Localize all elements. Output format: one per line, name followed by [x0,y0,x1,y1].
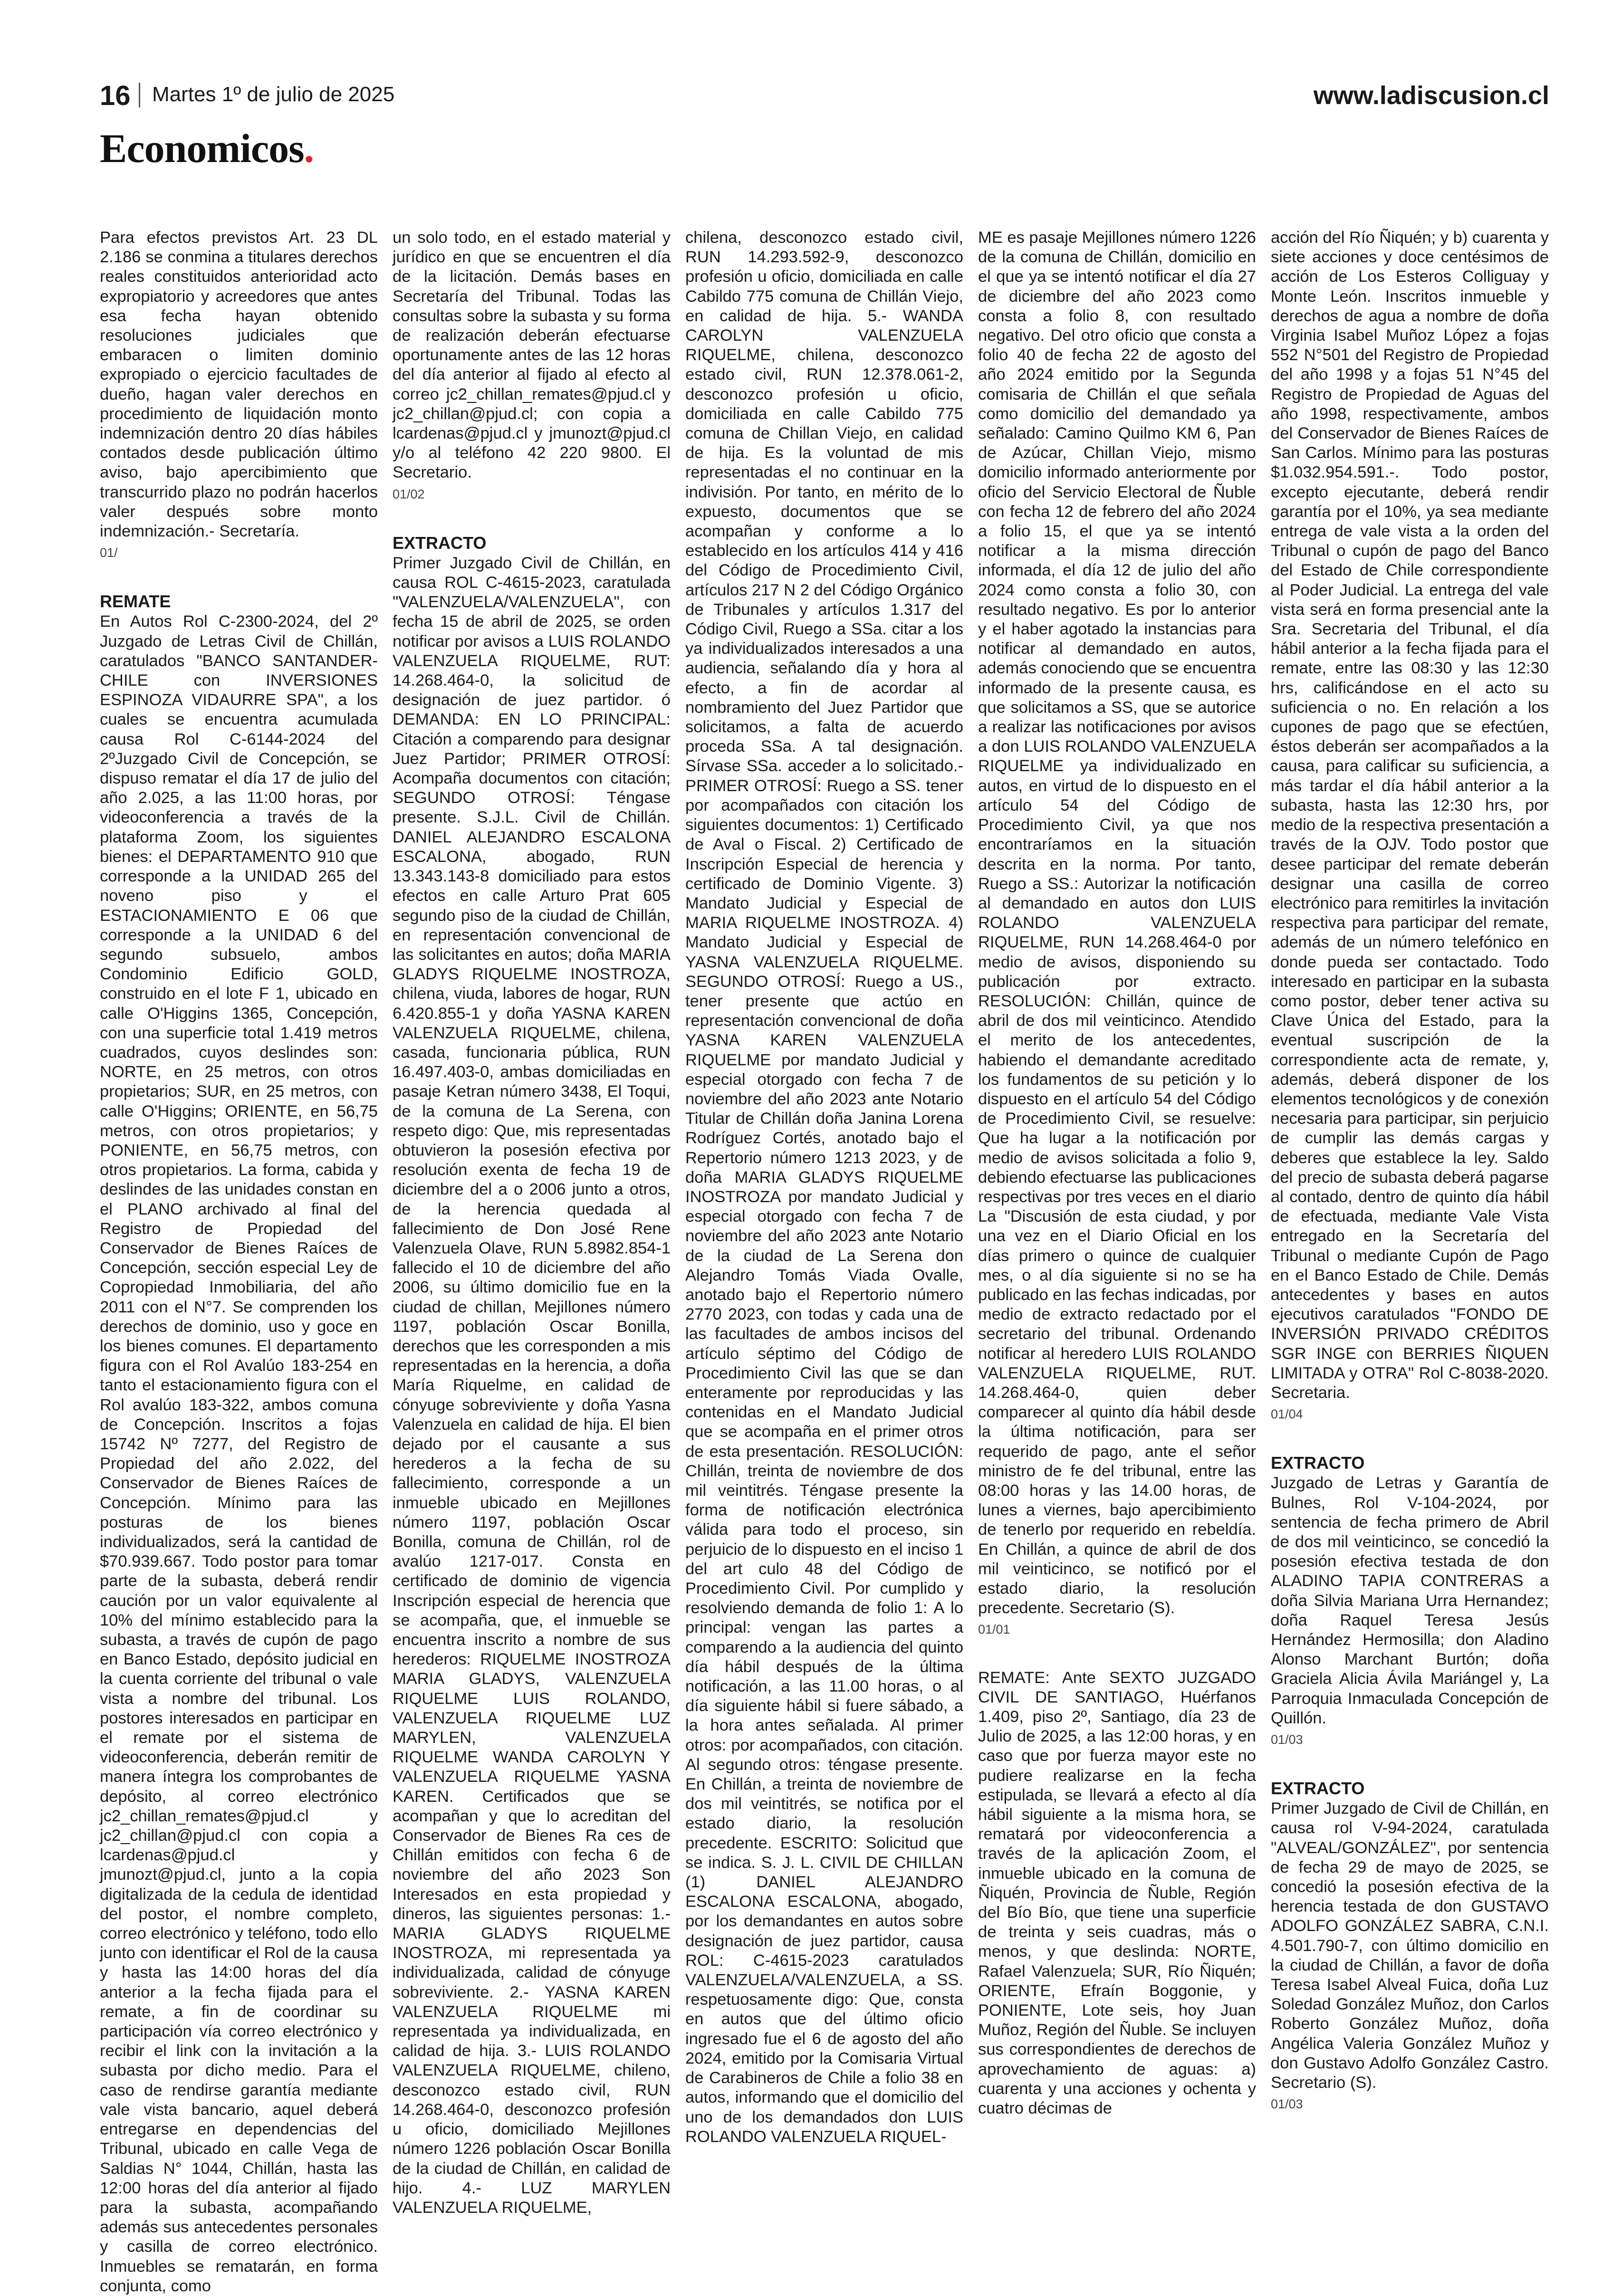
notice-remate-continued: acción del Río Ñiquén; y b) cuarenta y siete acciones y doce centésimos de acción de Los Esteros Colliguay y Monte León. Inscritos inmueble y derechos de agua a nombre de doña Virginia Isabel Muñoz López a fojas 552 N°501 del Registro de Propiedad del año 1998 y a fojas 51 N°45 del Registro de Propiedad de Aguas del año 1998, respectivamente, ambos del Conservador de Bienes Raíces de San Carlos. Mínimo para las posturas $1.032.954.591.-. Todo postor, excepto ejecutante, deberá rendir garantía por el 10%, ya sea mediante entrega de vale vista a la orden del Tribunal o cupón de pago del Banco del Estado de Chile correspondiente al Poder Judicial. La entrega del vale vista será en forma presencial ante la Sra. Secretaria del Tribunal, el día hábil anterior a la fecha fijada para el remate, entre las 08:30 y las 12:30 hrs, calificándose en el acto su suficiencia o no. En relación a los cupones de pago que se efectúen, éstos deberán ser acompañados a la causa, para calificar su suficiencia, a más tardar el día hábil anterior a la subasta, hasta las 12:30 hrs, por medio de la respectiva presentación a través de la OJV. Todo postor que desee participar del remate deberán designar una casilla de correo electrónico para remitirles la invitación respectiva para participar del remate, además de un número telefónico en donde pueda ser contactado. Todo interesado en participar en la subasta como postor, deber tener activa su Clave Única del Estado, para la eventual suscripción de la correspondiente acta de remate, y, además, deberá disponer de los elementos tecnológicos y de conexión necesaria para participar, sin perjuicio de cumplir las demás cargas y deberes que establece la ley. Saldo del precio de subasta deberá pagarse al contado, dentro de quinto día hábil de efectuada, mediante Vale Vista entregado en la Secretaría del Tribunal o mediante Cupón de Pago en el Banco Estado de Chile. Demás antecedentes y bases en autos ejecutivos caratulados "FONDO DE INVERSIÓN PRIVADO CRÉDITOS SGR INGE con BERRIES ÑIQUEN LIMITADA y OTRA" Rol C-8038-2020. Secretaria. [1271,229,1549,1402]
notice-expropiacion: Para efectos previstos Art. 23 DL 2.186 se conmina a titulares derechos reales constituidos anterioridad acto expropiatorio y acreedores que antes esa fecha hayan obtenido resoluciones judiciales que embaracen o limiten dominio expropiado o ejercicio facultades de dueño, hagan valer derechos en procedimiento de liquidación monto indemnización dentro 20 días hábiles contados desde publicación último aviso, bajo apercibimiento que transcurrido plazo no podrán hacerlos valer después sobre monto indemnización.- Secretaría. [100,229,378,541]
notice-extracto-continued: ME es pasaje Mejillones número 1226 de la comuna de Chillán, domicilio en el que ya se intentó notificar el día 27 de diciembre del año 2023 como consta a folio 8, con resultado negativo. Del otro oficio que consta a folio 40 de fecha 22 de agosto del año 2024 emitido por la Segunda comisaria de Chillán el que señala como domicilio del demandado ya señalado: Camino Quilmo KM 6, Pan de Azúcar, Chillan Viejo, mismo domicilio informado anteriormente por oficio del Servicio Electoral de Ñuble con fecha 12 de febrero del año 2024 a folio 15, el que ya se intentó notificar a la misma dirección informada, el día 12 de julio del año 2024 como consta a folio 30, con resultado negativo. Es por lo anterior y el haber agotado la instancias para notificar al demandado en autos, además conociendo que se encuentra informado de la presente causa, es que solicitamos a SS, que se autorice a realizar las notificaciones por avisos a don LUIS ROLANDO VALENZUELA RIQUELME ya individualizado en autos, en virtud de lo dispuesto en el artículo 54 del Código de Procedimiento Civil, ya que nos encontraríamos en la situación descrita en la norma. Por tanto, Ruego a SS.: Autorizar la notificación al demandado en autos don LUIS ROLANDO VALENZUELA RIQUELME, RUN 14.268.464-0 por medio de avisos, disponiendo su publicación por extracto. RESOLUCIÓN: Chillán, quince de abril de dos mil veinticinco. Atendido el merito de los antecedentes, habiendo el demandante acreditado los fundamentos de su petición y lo dispuesto en el artículo 54 del Código de Procedimiento Civil, se resuelve: Que ha lugar a la notificación por medio de avisos solicitada a folio 9, debiendo efectuarse las publicaciones respectivas por tres veces en el diario La "Discusión de esta ciudad, y por una vez en el Diario Oficial en los días primero o quince de cualquier mes, o al día siguiente si no se ha publicado en las fechas indicadas, por medio de extracto redactado por el secretario del tribunal. Ordenando notificar al heredero LUIS ROLANDO VALENZUELA RIQUELME, RUT. 14.268.464-0, quien deber comparecer al quinto día hábil desde la última notificación, para ser requerido de pago, ante el señor ministro de fe del tribunal, entre las 08:00 horas y las 14.00 horas, de lunes a viernes, bajo apercibimiento de tenerlo por requerido en rebeldía. En Chillán, a quince de abril de dos mil veinticinco, se notificó por el estado diario, la resolución precedente. Secretario (S). [978,229,1257,1617]
page-header [100,76,1549,114]
notice-remate-body: REMATE: Ante SEXTO JUZGADO CIVIL DE SANTIAGO, Huérfanos 1.409, piso 2º, Santiago, día 23 de Julio de 2025, a las 12:00 horas, y en caso que por fuerza mayor este no pudiere realizarse en la fecha estipulada, se llevará a efecto al día hábil siguiente a la misma hora, se rematará por videoconferencia a través de la aplicación Zoom, el inmueble ubicado en la comuna de Ñiquén, Provincia de Ñuble, Región del Bío Bío, que tiene una superficie de treinta y seis cuadras, más o menos, y que deslinda: NORTE, Rafael Valenzuela; SUR, Río Ñiquén; ORIENTE, Efraín Boggonie, y PONIENTE, Lote seis, hoy Juan Muñoz, Región del Ñuble. Se incluyen sus correspondientes de derechos de aprovechamiento de aguas: a) cuarenta y una acciones y ochenta y cuatro décimas de [978,1668,1256,2118]
column-1 [100,228,378,2295]
notice-heading: EXTRACTO [1271,1779,1365,1799]
notice-heading: REMATE [100,592,171,612]
notice-ref: 01/02 [393,487,425,501]
notice-ref: 01/ [100,545,118,560]
column-3 [685,228,963,2224]
notice-ref: 01/04 [1271,1407,1303,1422]
page-number: 16 [100,80,131,111]
section-title-dot: . [304,125,314,171]
notice-remate-body: En Autos Rol C-2300-2024, del 2º Juzgado de Letras Civil de Chillán, caratulados "BANCO SANTANDER-CHILE con INVERSIONES ESPINOZA VIDAURRE SPA", a los cuales se encuentra acumulada causa Rol C-6144-2024 del 2ºJuzgado Civil de Concepción, se dispuso rematar el día 17 de julio del año 2.025, a las 11:00 horas, por videoconferencia a través de la plataforma Zoom, los siguientes bienes: el DEPARTAMENTO 910 que corresponde a la UNIDAD 265 del noveno piso y el ESTACIONAMIENTO E 06 que corresponde a la UNIDAD 6 del segundo subsuelo, ambos Condominio Edificio GOLD, construido en el lote F 1, ubicado en calle O'Higgins 1365, Concepción, con una superficie total 1.419 metros cuadrados, cuyos deslindes son: NORTE, en 25 metros, con otros propietarios; SUR, en 25 metros, con calle O'Higgins; ORIENTE, en 56,75 metros, con otros propietarios; y PONIENTE, en 56,75 metros, con otros propietarios. La forma, cabida y deslindes de las unidades constan en el PLANO archivado al final del Registro de Propiedad del Conservador de Bienes Raíces de Concepción, sección especial Ley de Copropiedad Inmobiliaria, del año 2011 con el N°7. Se comprenden los derechos de dominio, uso y goce en los bienes comunes. El departamento figura con el Rol Avalúo 183-254 en tanto el estacionamiento figura con el Rol avalúo 183-322, ambos comuna de Concepción. Inscritos a fojas 15742 Nº 7277, del Registro de Propiedad del año 2.022, del Conservador de Bienes Raíces de Concepción. Mínimo para las posturas de los bienes individualizados, será la cantidad de $70.939.667. Todo postor para tomar parte de la subasta, deberá rendir caución por un valor equivalente al 10% del mínimo establecido para la subasta, a través de cupón de pago en Banco Estado, depósito judicial en la cuenta corriente del tribunal o vale vista a nombre del tribunal. Los postores interesados en participar en el remate por el sistema de videoconferencia, deberán remitir de manera íntegra los comprobantes de depósito, al correo electrónico jc2_chillan_remates@pjud.cl y jc2_chillan@pjud.cl con copia a lcardenas@pjud.cl y jmunozt@pjud.cl, junto a la copia digitalizada de la cedula de identidad del postor, el nombre completo, correo electrónico y teléfono, todo ello junto con identificar el Rol de la causa y hasta las 14:00 horas del día anterior a la fecha fijada para el remate, a fin de coordinar su participación vía correo electrónico y recibir el link con la invitación a la subasta por dicho medio. Para el caso de rendirse garantía mediante vale vista bancario, aquel deberá entregarse en dependencias del Tribunal, ubicado en calle Vega de Saldias N° 1044, Chillán, hasta las 12:00 horas del día anterior al fijado para la subasta, acompañando además sus antecedentes personales y casilla de correo electrónico. Inmuebles se rematarán, en forma conjunta, como [100,612,378,2295]
notice-extracto-body: Primer Juzgado de Civil de Chillán, en causa rol V-94-2024, caratulada "ALVEAL/GONZÁLEZ", por sentencia de fecha 29 de mayo de 2025, se concedió la posesión efectiva de la herencia testada de don GUSTAVO ADOLFO GONZÁLEZ SABRA, C.N.I. 4.501.790-7, con último domicilio en la ciudad de Chillán, a favor de doña Teresa Isabel Alveal Fuica, doña Luz Soledad González Muñoz, don Carlos Roberto González Muñoz, doña Angélica Valeria González Muñoz y don Gustavo Adolfo González Castro. Secretario (S). [1271,1799,1549,2092]
section-title [100,124,314,172]
header-divider [139,83,140,107]
classifieds-columns [100,228,1549,2295]
notice-extracto-continued: chilena, desconozco estado civil, RUN 14.293.592-9, desconozco profesión u oficio, domiciliada en calle Cabildo 775 comuna de Chillán Viejo, en calidad de hija. 5.- WANDA CAROLYN VALENZUELA RIQUELME, chilena, desconozco estado civil, RUN 12.378.061-2, desconozco profesión u oficio, domiciliada en calle Cabildo 775 comuna de Chillan Viejo, en calidad de hija. Es la voluntad de mis representadas el no continuar en la indivisión. Por tanto, en mérito de lo expuesto, documentos que se acompañan y conforme a lo establecido en los artículos 414 y 416 del Código de Procedimiento Civil, artículos 217 N 2 del Código Orgánico de Tribunales y artículos 1.317 del Código Civil, Ruego a SSa. citar a los ya individualizados interesados a una audiencia, señalando día y hora al efecto, a fin de acordar al nombramiento del Juez Partidor que solicitamos, a falta de acuerdo proceda SSa. A tal designación. Sírvase SSa. acceder a lo solicitado.- PRIMER OTROSÍ: Ruego a SS. tener por acompañados con citación los siguientes documentos: 1) Certificado de Aval o Fiscal. 2) Certificado de Inscripción Especial de herencia y certificado de Dominio Vigente. 3) Mandato Judicial y Especial de MARIA RIQUELME INOSTROZA. 4) Mandato Judicial y Especial de YASNA VALENZUELA RIQUELME. SEGUNDO OTROSÍ: Ruego a US., tener presente que actúo en representación convencional de doña YASNA KAREN VALENZUELA RIQUELME por mandato Judicial y especial otorgado con fecha 7 de noviembre del año 2023 ante Notario Titular de Chillán doña Janina Lorena Rodríguez Cortés, anotado bajo el Repertorio número 1213 2023, y de doña MARIA GLADYS RIQUELME INOSTROZA por mandato Judicial y especial otorgado con fecha 7 de noviembre del año 2023 ante Notario de la ciudad de La Serena don Alejandro Tomás Viada Ovalle, anotado bajo el Repertorio número 2770 2023, con todas y cada una de las facultades de ambos incisos del artículo séptimo del Código de Procedimiento Civil las que se dan enteramente por reproducidas y las contenidas en el Mandato Judicial que se acompaña en el primer otros de esta presentación. RESOLUCIÓN: Chillán, treinta de noviembre de dos mil veintitrés. Téngase presente la forma de notificación electrónica válida para todo el proceso, sin perjuicio de lo dispuesto en el inciso 1 del art culo 48 del Código de Procedimiento Civil. Por cumplido y resolviendo demanda de folio 1: A lo principal: vengan las partes a comparendo a la audiencia del quinto día hábil después de la última notificación, a las 11.00 horas, o al día siguiente hábil si fuere sábado, a la hora antes señalada. Al primer otros: por acompañados, con citación. Al segundo otros: téngase presente. En Chillán, a treinta de noviembre de dos mil veintitrés, se notifica por el estado diario, la resolución precedente. ESCRITO: Solicitud que se indica. S. J. L. CIVIL DE CHILLAN (1) DANIEL ALEJANDRO ESCALONA ESCALONA, abogado, por los demandantes en autos sobre designación de juez partidor, causa ROL: C-4615-2023 caratulados VALENZUELA/VALENZUELA, a SS. respetuosamente digo: Que, consta en autos que del último oficio ingresado fue el 6 de agosto del año 2024, emitido por la Comisaria Virtual de Carabineros de Chile a folio 38 en autos, informando que el domicilio del uno de los demandados don LUIS ROLANDO VALENZUELA RIQUEL- [685,229,963,2146]
notice-ref: 01/03 [1271,1732,1303,1747]
column-2 [393,228,671,2224]
column-5 [1271,228,1549,2224]
notice-ref: 01/01 [978,1622,1010,1637]
column-4 [978,228,1256,2224]
notice-heading: EXTRACTO [393,533,487,553]
notice-extracto-body: Primer Juzgado Civil de Chillán, en causa ROL C-4615-2023, caratulada "VALENZUELA/VALENZUELA", con fecha 15 de abril de 2025, se orden notificar por avisos a LUIS ROLANDO VALENZUELA RIQUELME, RUT: 14.268.464-0, la solicitud de designación de juez partidor. ó DEMANDA: EN LO PRINCIPAL: Citación a comparendo para designar Juez Partidor; PRIMER OTROSÍ: Acompaña documentos con citación; SEGUNDO OTROSÍ: Téngase presente. S.J.L. Civil de Chillán. DANIEL ALEJANDRO ESCALONA ESCALONA, abogado, RUN 13.343.143-8 domiciliado para estos efectos en calle Arturo Prat 605 segundo piso de la ciudad de Chillán, en representación convencional de las solicitantes en autos; doña MARIA GLADYS RIQUELME INOSTROZA, chilena, viuda, labores de hogar, RUN 6.420.855-1 y doña YASNA KAREN VALENZUELA RIQUELME, chilena, casada, funcionaria pública, RUN 16.497.403-0, ambas domiciliadas en pasaje Ketran número 3438, El Toqui, de la comuna de La Serena, con respeto digo: Que, mis representadas obtuvieron la posesión efectiva por resolución exenta de fecha 19 de diciembre del a o 2006 junto a otros, de la herencia quedada al fallecimiento de Don José Rene Valenzuela Olave, RUN 5.8982.854-1 fallecido el 10 de diciembre del año 2006, su último domicilio fue en la ciudad de chillan, Mejillones número 1197, población Oscar Bonilla, derechos que les corresponden a mis representadas en la herencia, a doña María Riquelme, en calidad de cónyuge sobreviviente y doña Yasna Valenzuela en calidad de hija. El bien dejado por el causante a sus herederos a la fecha de su fallecimiento, corresponde a un inmueble ubicado en Mejillones número 1197, población Oscar Bonilla, comuna de Chillán, rol de avalúo 1217-017. Consta en certificado de dominio de vigencia Inscripción especial de herencia que se acompaña, que, el inmueble se encuentra inscrito a nombre de sus herederos: RIQUELME INOSTROZA MARIA GLADYS, VALENZUELA RIQUELME LUIS ROLANDO, VALENZUELA RIQUELME LUZ MARYLEN, VALENZUELA RIQUELME WANDA CAROLYN Y VALENZUELA RIQUELME YASNA KAREN. Certificados que se acompañan y que lo acreditan del Conservador de Bienes Ra ces de Chillán emitidos con fecha 6 de noviembre del año 2023 Son Interesados en esta propiedad y dineros, las siguientes personas: 1.- MARIA GLADYS RIQUELME INOSTROZA, mi representada ya individualizada, calidad de cónyuge sobreviviente. 2.- YASNA KAREN VALENZUELA RIQUELME mi representada ya individualizada, en calidad de hija. 3.- LUIS ROLANDO VALENZUELA RIQUELME, chileno, desconozco estado civil, RUN 14.268.464-0, desconozco profesión u oficio, domiciliado Mejillones número 1226 población Oscar Bonilla de la ciudad de Chillán, en calidad de hijo. 4.- LUZ MARYLEN VALENZUELA RIQUELME, [393,554,671,2217]
issue-date: Martes 1º de julio de 2025 [152,83,395,106]
section-title-text: Economicos [100,125,304,171]
notice-heading: EXTRACTO [1271,1453,1365,1473]
notice-remate-continued: un solo todo, en el estado material y jurídico en que se encuentren el día de la licitación. Demás bases en Secretaría del Tribunal. Todas las consultas sobre la subasta y su forma de realización deberán efectuarse oportunamente antes de las 12 horas del día anterior al fijado al efecto al correo jc2_chillan_remates@pjud.cl y jc2_chillan@pjud.cl; con copia a lcardenas@pjud.cl y jmunozt@pjud.cl y/o al teléfono 42 220 9800. El Secretario. [393,229,671,482]
notice-extracto-body: Juzgado de Letras y Garantía de Bulnes, Rol V-104-2024, por sentencia de fecha primero de Abril de dos mil veinticinco, se concedió la posesión efectiva testada de don ALADINO TAPIA CONTRERAS a doña Silvia Mariana Urra Hernandez; doña Raquel Teresa Jesús Hernández Hermosilla; don Aladino Alonso Marchant Burtón; doña Graciela Alicia Ávila Mariángel y, La Parroquia Inmaculada Concepción de Quillón. [1271,1474,1549,1727]
notice-ref: 01/03 [1271,2097,1303,2112]
website-url: www.ladiscusion.cl [1313,81,1549,110]
